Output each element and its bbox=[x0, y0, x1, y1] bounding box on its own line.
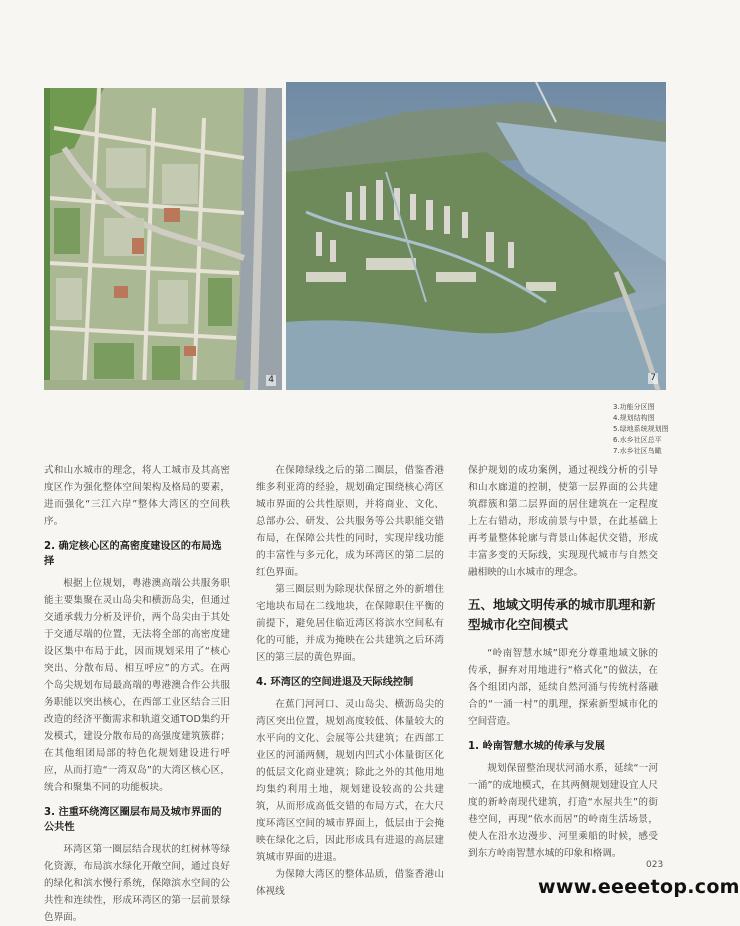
section-heading: 4. 环湾区的空间进退及天际线控制 bbox=[256, 677, 414, 688]
section-heading: 3. 注重环绕湾区圈层布局及城市界面的公共性 bbox=[44, 807, 222, 833]
paragraph: 规划保留整治现状河涌水系，延续“一河一涌”的成地模式，在其两侧规划建设宜人尺度的新岭南现代建筑，打造“水屋共生”的街巷空间，再现“依水而居”的岭南生活场景，使人在沿水边漫步、河里乘船的时候，感受到东方岭南智慧水城的印象和格调。 bbox=[468, 763, 658, 859]
text-column-1 bbox=[44, 462, 230, 926]
legend-item: 5.绿地系统规划图 bbox=[613, 425, 669, 433]
text-column-3 bbox=[468, 462, 658, 862]
paragraph: 在蕉门河河口、灵山岛尖、横沥岛尖的湾区突出位置，规划高度较低、体量较大的水平向的文化、会展等公共建筑；在西部工业区的河涌两侧，规划内凹式小体量街区化的低层文化商业建筑；除此之外的其他用地均集约利用土地，规划建设较高的公共建筑，从而形成高低交错的布局方式，在大尺度环湾区空间的城市界面上，低层由于会掩映在绿化之后，因此形成具有进退的高层建筑城市界面的进退。 bbox=[256, 699, 444, 863]
legend-item: 7.水乡社区鸟瞰 bbox=[613, 447, 662, 455]
paragraph: 为保障大湾区的整体品质，借鉴香港山体视线 bbox=[256, 869, 444, 897]
text-column-2 bbox=[256, 462, 444, 900]
figure-legend bbox=[613, 402, 693, 457]
master-plan-figure bbox=[44, 88, 282, 390]
aerial-view-figure bbox=[286, 82, 666, 390]
paragraph: 在保障绿线之后的第二圈层，借鉴香港维多利亚湾的经验，规划确定围绕核心湾区城市界面的公共性原则，并将商业、文化、总部办公、研发、公共服务等公共职能交错布局，在保障公共性的同时，实现岸线功能的丰富性与多元化，成为环湾区的第二层的红色界面。 bbox=[256, 465, 444, 578]
paragraph: 第三圈层则为除现状保留之外的新增住宅地块布局在二线地块，在保障职住平衡的前提下，避免居住临近湾区将滨水空间私有化的可能，并成为掩映在公共建筑之后环湾区的第三层的黄色界面。 bbox=[256, 584, 444, 663]
paragraph: 根据上位规划，粤港澳高端公共服务职能主要集聚在灵山岛尖和横沥岛尖，但通过交通承载力分析及评价，两个岛尖由于其处于交通尽端的位置，无法将全部的高密度建设区集中布局于此，因而规划采用了“核心突出、分散布局、相互呼应”的方式。在两个岛尖规划布局最高端的粤港澳合作公共服务职能以突出核心，在西部工业区结合三旧改造的经济平衡需求和轨道交通TOD集约开发模式，建设分散布局的高强度建筑簇群；在其他组团局部的特色化规划建设进行呼应，从而打造“一湾双岛”的大湾区核心区，统合和聚集不同的功能板块。 bbox=[44, 578, 230, 793]
chapter-heading: 五、地域文明传承的城市肌理和新型城市化空间模式 bbox=[468, 597, 656, 632]
paragraph: “岭南智慧水城”即充分尊重地域文脉的传承，摒弃对用地进行“格式化”的做法，在各个组团内部，延续自然河涌与传统村落融合的“一涌一村”的肌理，探索新型城市化的空间营造。 bbox=[468, 648, 658, 727]
master-plan-image bbox=[44, 88, 282, 390]
figure-number-4: 4 bbox=[268, 375, 274, 385]
figure-number-7: 7 bbox=[650, 373, 656, 383]
paragraph: 环湾区第一圈层结合现状的红树林等绿化资源，布局滨水绿化开敞空间，通过良好的绿化和滨水慢行系统，保障滨水空间的公共性和连续性，形成环湾区的第一层前景绿色界面。 bbox=[44, 844, 230, 923]
aerial-view-image bbox=[286, 82, 666, 390]
paragraph: 保护规划的成功案例，通过视线分析的引导和山水廊道的控制，使第一层界面的公共建筑群簇和第二层界面的居住建筑在一定程度上左右错动，形成前景与中景，在此基础上再考量整体轮廓与背景山体起伏交错，形成丰富多变的天际线，实现现代城市与自然交融相映的山水城市的理念。 bbox=[468, 465, 658, 578]
legend-item: 6.水乡社区总平 bbox=[613, 436, 662, 444]
section-heading: 2. 确定核心区的高密度建设区的布局选择 bbox=[44, 541, 222, 567]
section-heading: 1. 岭南智慧水城的传承与发展 bbox=[468, 741, 605, 752]
paragraph: 式和山水城市的理念，将人工城市及其高密度区作为强化整体空间架构及格局的要素，进而强化“三江六岸”整体大湾区的空间秩序。 bbox=[44, 465, 230, 527]
watermark: www.eeeetop.com bbox=[538, 876, 740, 898]
page-number: 023 bbox=[646, 860, 664, 870]
legend-item: 3.功能分区图 bbox=[613, 403, 655, 411]
legend-item: 4.规划结构图 bbox=[613, 414, 655, 422]
